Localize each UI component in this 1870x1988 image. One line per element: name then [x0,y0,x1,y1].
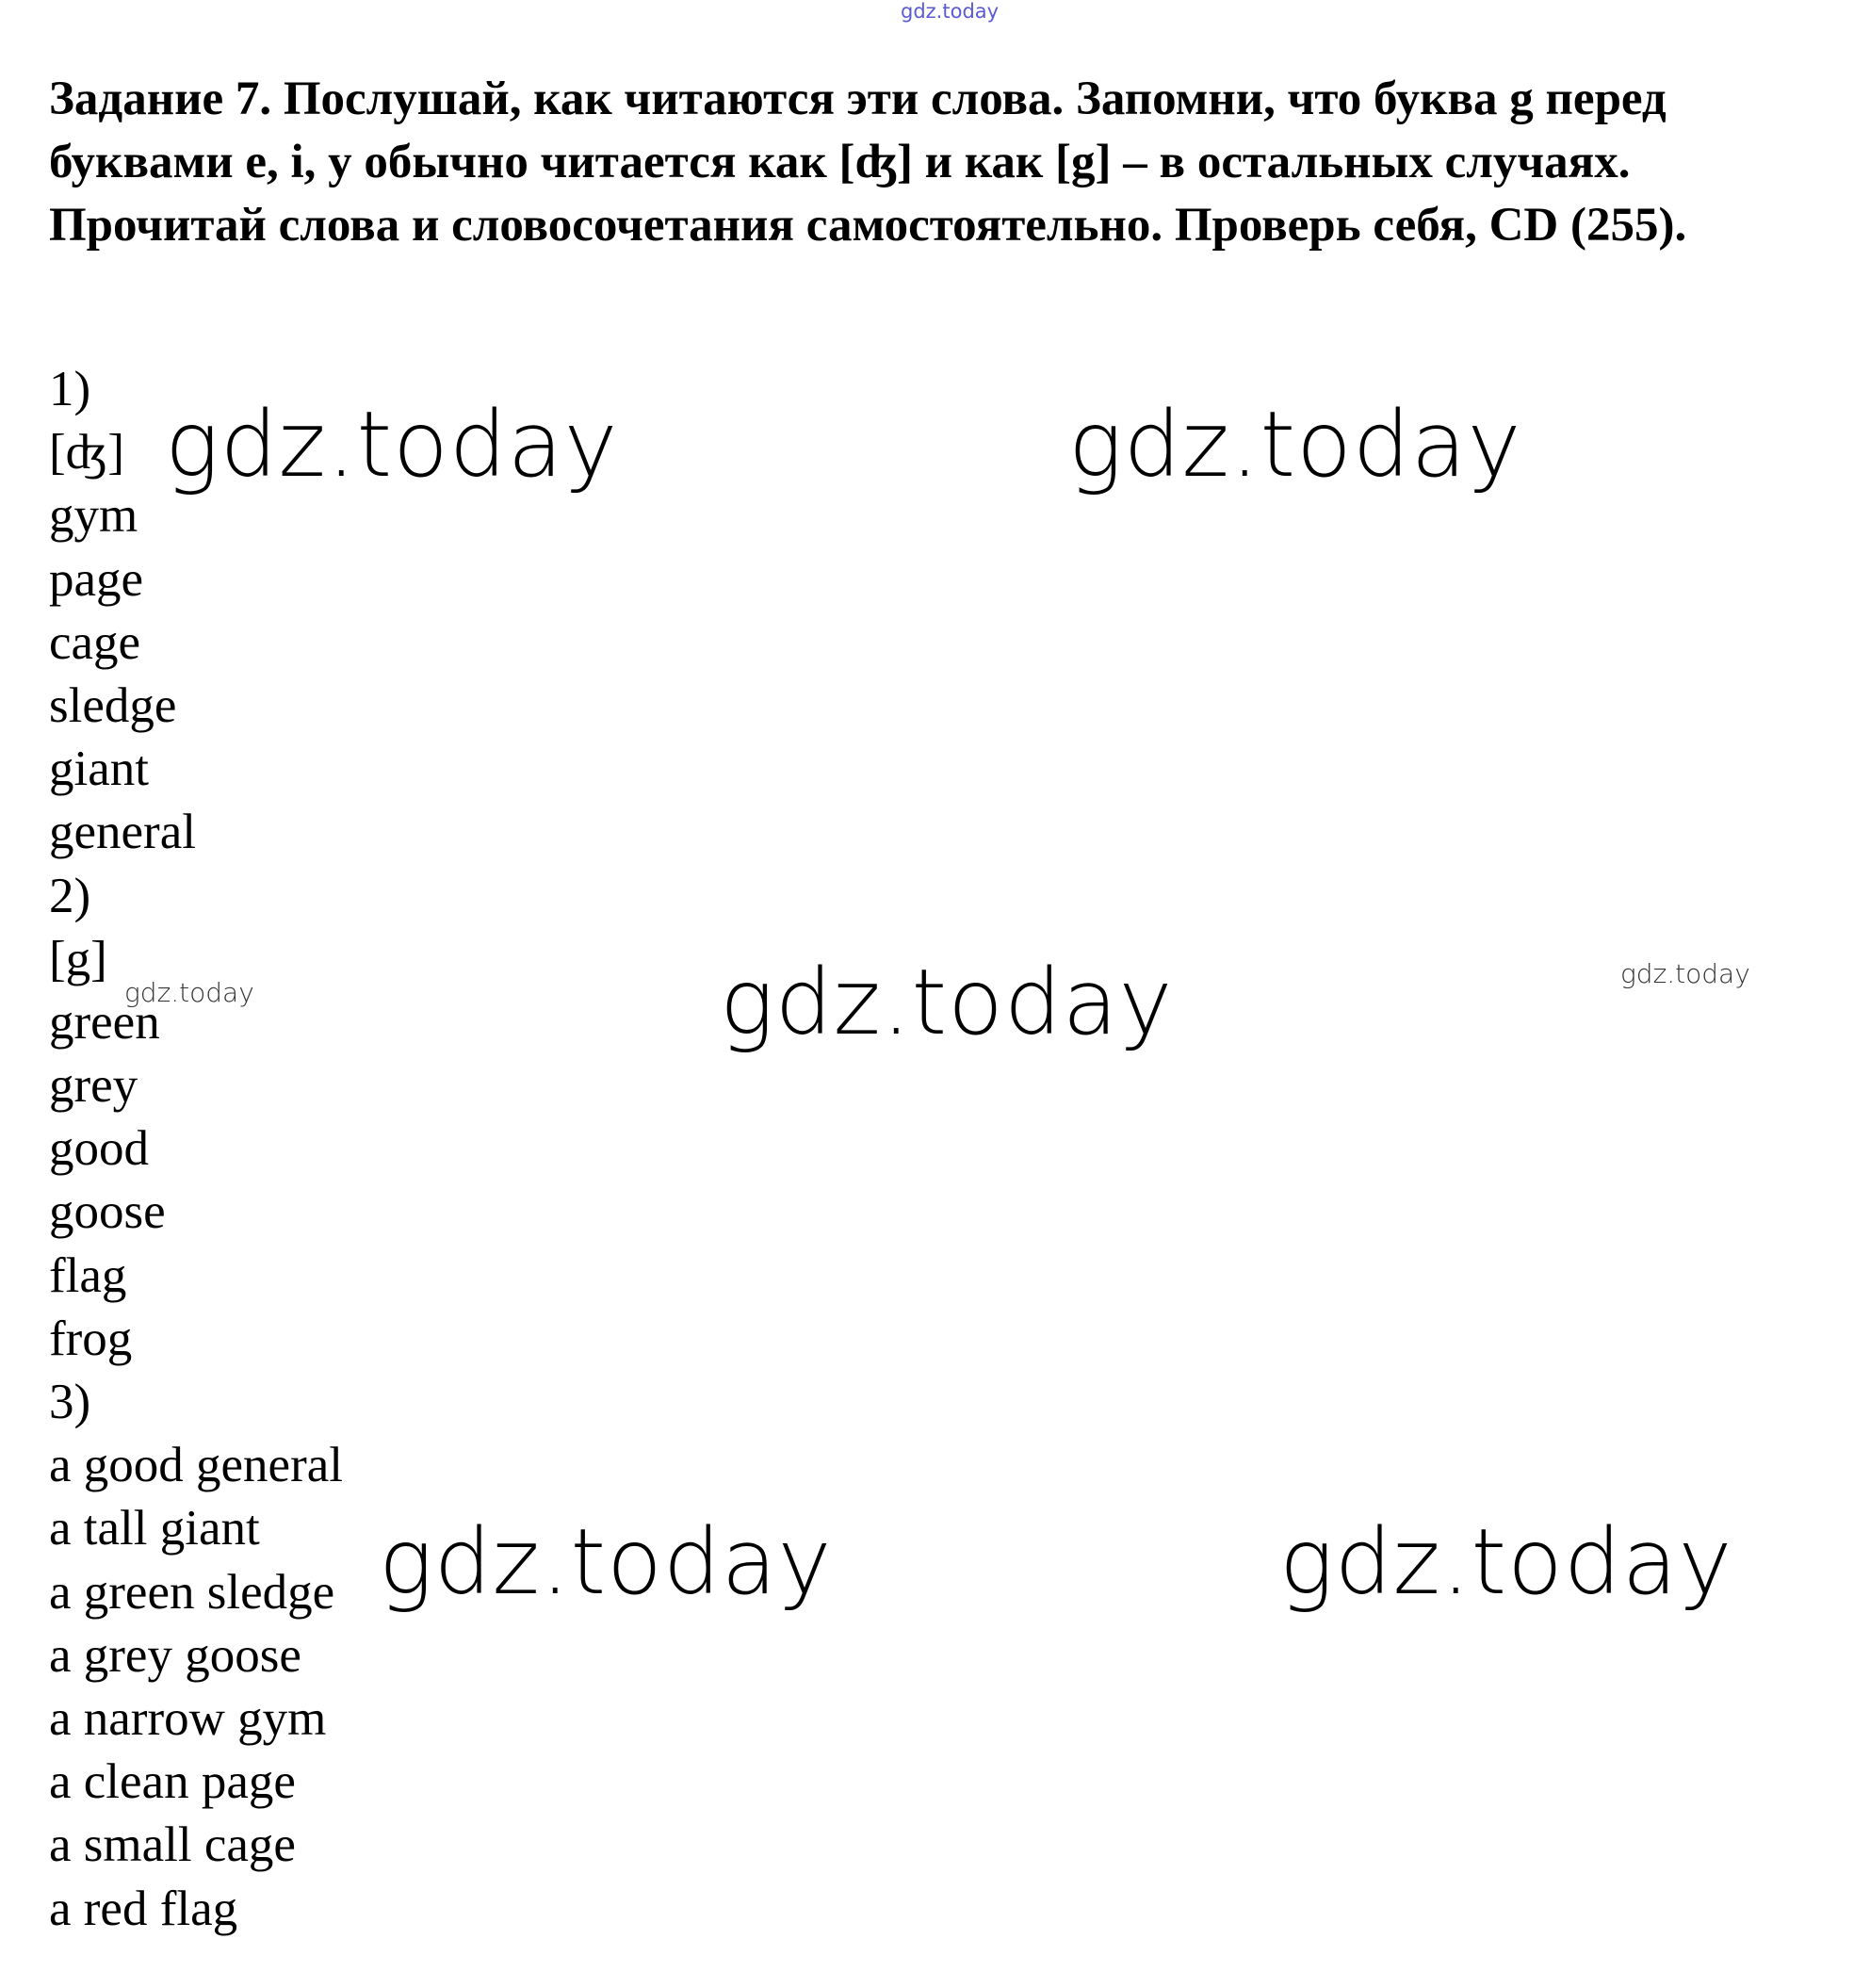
word: giant [49,741,149,797]
section-number: 1) [49,362,91,416]
task-heading: Задание 7. Послушай, как читаются эти слова. Запомни, что буква g перед буквами e, i, y обычно читается как [ʤ] и как [g] – в остальных случаях. Прочитай слова и словосочетания самостоятельно. Проверь себя, CD (255). [49,73,1687,252]
word: gym [49,488,138,544]
watermark: gdz.today [379,1509,833,1615]
phrase: a tall giant [49,1501,260,1556]
phrase: a red flag [49,1881,238,1936]
watermark: gdz.today [124,977,254,1008]
watermark: gdz.today [720,950,1174,1055]
phrase: a narrow gym [49,1690,327,1746]
section-number: 2) [49,868,91,923]
phonetic-symbol: [ʤ] [49,425,125,481]
phrase: a clean page [49,1754,296,1810]
word: page [49,551,144,607]
phrase: a green sledge [49,1564,335,1620]
word: cage [49,614,141,670]
word: good [49,1121,149,1177]
word: frog [49,1311,133,1366]
word: green [49,994,160,1050]
word: sledge [49,677,177,733]
word: flag [49,1247,127,1303]
watermark: gdz.today [1620,958,1750,989]
top-watermark: gdz.today [901,0,1000,23]
phrase: a grey goose [49,1627,301,1683]
phonetic-symbol: [g] [49,931,107,986]
watermark: gdz.today [165,392,619,497]
word-list [49,358,343,1941]
word: grey [49,1058,138,1114]
watermark: gdz.today [1279,1509,1733,1615]
phrase: a good general [49,1438,343,1493]
watermark: gdz.today [1068,392,1522,497]
word: general [49,805,196,860]
section-number: 3) [49,1375,91,1429]
word: goose [49,1184,166,1240]
phrase: a small cage [49,1817,296,1873]
